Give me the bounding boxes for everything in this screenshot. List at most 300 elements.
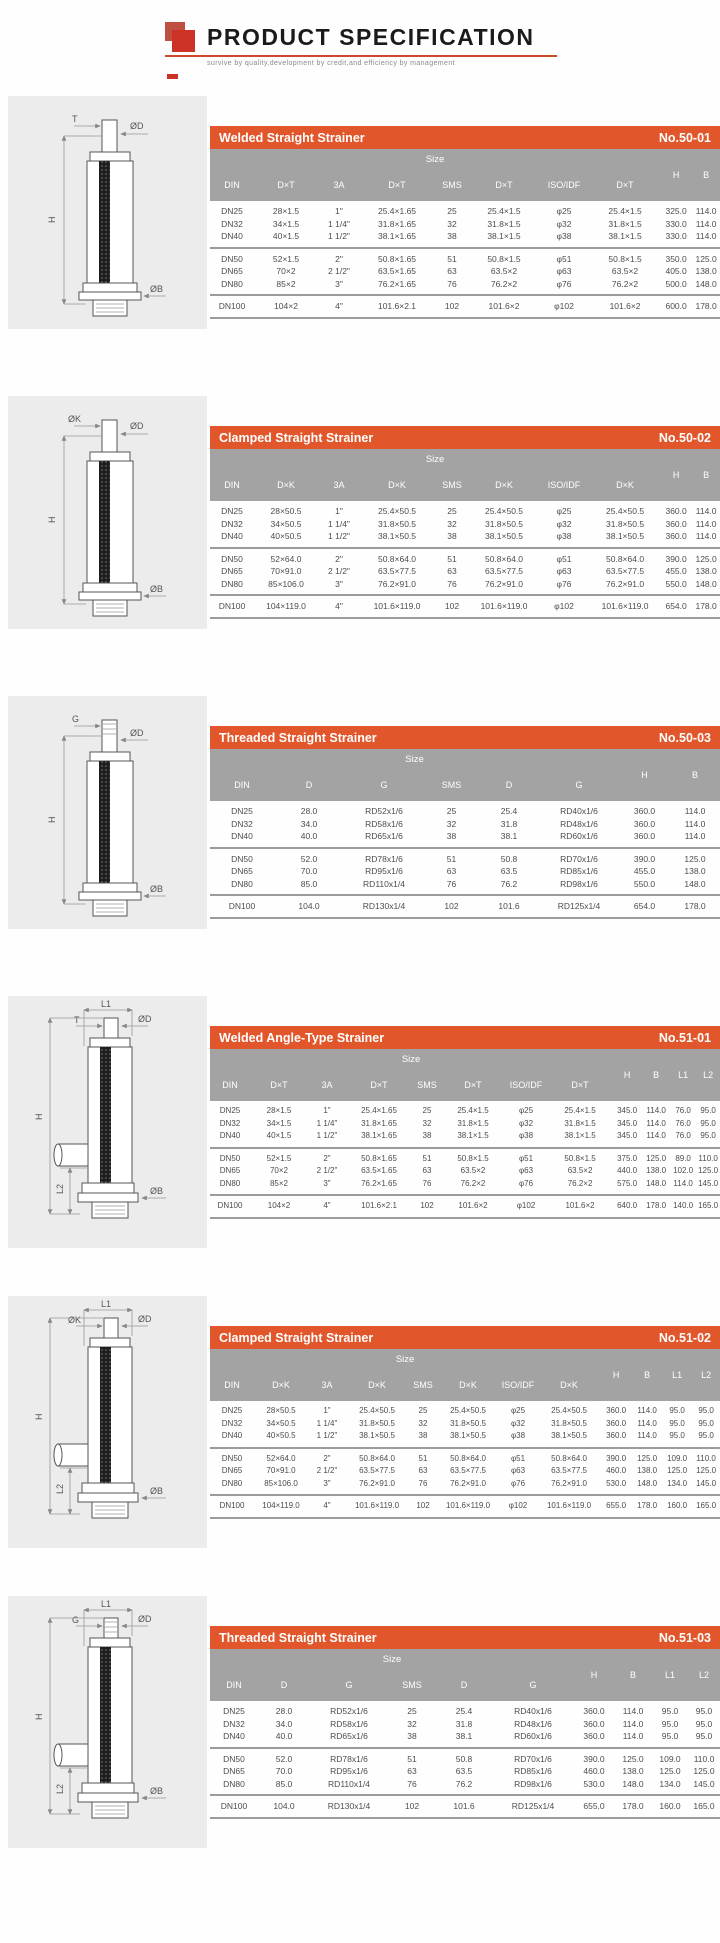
spec-cell: φ38 — [518, 1131, 534, 1140]
column-header: ISO/IDF — [504, 1069, 548, 1101]
size-group-header: Size — [210, 449, 660, 469]
spec-cell: 63.5×77.5 — [359, 1466, 395, 1475]
spec-cell: 114.0 — [695, 231, 717, 241]
section-title-bar — [210, 126, 720, 149]
spec-cell: 63 — [407, 1766, 417, 1776]
spec-cell: DN25 — [223, 1706, 245, 1716]
spec-cell: 50.8×64.0 — [590, 548, 660, 566]
spec-cell: RD95x1/6 — [330, 1766, 368, 1776]
spec-cell: 70×91.0 — [266, 1466, 296, 1475]
column-header: B — [614, 1649, 652, 1701]
spec-cell: 104.0 — [258, 1795, 310, 1818]
spec-cell: 34×1.5 — [272, 218, 300, 229]
table-row — [210, 1118, 720, 1131]
spec-cell: 40.0 — [275, 1731, 293, 1741]
spec-cell: 2" — [308, 1448, 346, 1466]
spec-cell: 38 — [418, 1431, 428, 1440]
dim-label-height: H — [34, 1113, 44, 1120]
dim-label-bottom: ØB — [150, 1486, 164, 1496]
spec-cell: 3" — [323, 1178, 331, 1188]
table-row — [210, 230, 720, 248]
drawing-panel — [8, 96, 207, 329]
column-header: L1 — [662, 1349, 692, 1401]
spec-cell: 50.8×1.5 — [442, 1148, 504, 1166]
spec-cell: 455.0 — [665, 566, 687, 576]
spec-cell: 34.0 — [275, 1718, 293, 1729]
spec-cell: RD110x1/4 — [328, 1778, 370, 1789]
spec-cell: 405.0 — [665, 266, 687, 276]
section-clamped-straight-strainer-2 — [0, 1296, 720, 1596]
spec-cell: 28×50.5 — [266, 1406, 296, 1415]
section-threaded-straight-strainer-2 — [0, 1596, 720, 1896]
spec-cell: 1 1/4" — [316, 1118, 338, 1128]
spec-cell: 101.6×119.0 — [360, 595, 434, 618]
spec-cell: RD125x1/4 — [492, 1795, 574, 1818]
table-row — [210, 1495, 720, 1518]
spec-cell: 76 — [418, 1478, 428, 1488]
spec-cell: 63.5 — [500, 866, 518, 876]
spec-cell: 140.0 — [670, 1195, 696, 1218]
spec-cell: 178.0 — [614, 1795, 652, 1818]
column-header: DIN — [210, 469, 254, 501]
spec-cell: 50.8×64.0 — [360, 548, 434, 566]
spec-cell: 85×106.0 — [268, 578, 304, 589]
spec-cell: 114.0 — [646, 1131, 666, 1140]
spec-cell: 575.0 — [617, 1178, 638, 1188]
dim-label-l2: L2 — [55, 1483, 65, 1494]
spec-cell: RD60x1/6 — [560, 831, 598, 841]
spec-cell: DN80 — [221, 1478, 243, 1488]
brand-tagline: survive by quality,development by credit,and efficiency by management — [207, 60, 455, 67]
column-header: L2 — [688, 1649, 720, 1701]
table-row — [210, 578, 720, 596]
spec-cell: φ51 — [538, 548, 590, 566]
spec-cell: 2" — [318, 548, 360, 566]
spec-cell: 76.2 — [455, 1778, 473, 1789]
spec-cell: 2" — [318, 248, 360, 266]
column-header: H — [612, 1049, 642, 1101]
spec-cell: DN32 — [221, 218, 243, 229]
spec-cell: RD78x1/6 — [310, 1748, 388, 1766]
spec-cell: 440.0 — [617, 1166, 638, 1175]
spec-cell: 76.2×1.65 — [361, 1178, 397, 1188]
spec-cell: 95.0 — [661, 1718, 679, 1729]
table-row — [210, 801, 720, 818]
spec-cell: 63 — [447, 266, 457, 276]
section-title-bar — [210, 1026, 720, 1049]
spec-cell: 52×1.5 — [254, 248, 318, 266]
spec-cell: 2 1/2" — [328, 566, 350, 576]
spec-cell: 63 — [446, 866, 457, 876]
column-header: H — [619, 749, 670, 801]
spec-cell: RD125x1/4 — [539, 895, 619, 918]
spec-cell: RD58x1/6 — [330, 1718, 368, 1729]
column-header: ISO/IDF — [498, 1369, 538, 1401]
column-header: B — [692, 449, 720, 501]
spec-cell: 114.0 — [622, 1718, 644, 1729]
spec-cell: 360.0 — [633, 806, 656, 816]
spec-cell: 32 — [447, 218, 457, 229]
spec-cell: 52.0 — [258, 1748, 310, 1766]
spec-cell: RD130x1/4 — [344, 895, 424, 918]
spec-cell: 530.0 — [606, 1478, 627, 1488]
spec-cell: DN50 — [210, 848, 274, 866]
spec-cell: 360.0 — [583, 1706, 605, 1716]
spec-cell: 114.0 — [695, 531, 717, 541]
dim-label-l2: L2 — [55, 1183, 65, 1194]
spec-cell: 25.4×50.5 — [450, 1406, 486, 1415]
spec-cell: 2 1/2" — [316, 1466, 338, 1475]
spec-cell: 76.2×1.65 — [377, 278, 417, 289]
column-header: D×K — [438, 1369, 498, 1401]
spec-cell: 655.0 — [600, 1495, 632, 1518]
table-row — [210, 1178, 720, 1196]
column-header: D — [479, 769, 539, 801]
spec-cell: RD95x1/6 — [365, 866, 403, 876]
spec-cell: 114.0 — [695, 518, 717, 529]
spec-cell: 25.4×50.5 — [377, 506, 417, 516]
spec-cell: 28×50.5 — [270, 506, 302, 516]
spec-cell: 330.0 — [665, 218, 687, 229]
spec-cell: 25 — [407, 1706, 417, 1716]
table-row — [210, 1195, 720, 1218]
column-header: ISO/IDF — [538, 469, 590, 501]
table-row — [210, 1718, 720, 1731]
spec-cell: 52×64.0 — [254, 1448, 308, 1466]
spec-cell: 76.2×2 — [567, 1178, 593, 1188]
spec-cell: 102 — [408, 1495, 438, 1518]
spec-cell: 102 — [434, 595, 470, 618]
spec-cell: 38.1×1.65 — [361, 1131, 397, 1140]
spec-cell: 25 — [447, 206, 457, 216]
dim-label-l2: L2 — [55, 1783, 65, 1794]
spec-cell: 330.0 — [665, 231, 687, 241]
spec-cell: DN32 — [221, 518, 243, 529]
spec-cell: 95.0 — [661, 1706, 679, 1716]
spec-cell: 25.4×1.65 — [377, 206, 417, 216]
spec-cell: 101.6 — [436, 1795, 492, 1818]
column-header: B — [642, 1049, 670, 1101]
spec-cell: RD58x1/6 — [365, 818, 403, 829]
spec-cell: 102 — [434, 295, 470, 318]
spec-cell: 138.0 — [695, 266, 717, 276]
angle-strainer-drawing — [8, 1596, 207, 1848]
column-header: B — [632, 1349, 662, 1401]
column-header: SMS — [434, 169, 470, 201]
spec-cell: 125.0 — [696, 1466, 717, 1475]
column-header: SMS — [388, 1669, 436, 1701]
spec-cell: 125.0 — [693, 1766, 715, 1776]
spec-cell: 104.0 — [274, 895, 344, 918]
spec-cell: 640.0 — [612, 1195, 642, 1218]
spec-cell: 85×106.0 — [264, 1478, 298, 1488]
spec-cell: DN100 — [210, 1195, 250, 1218]
spec-cell: DN50 — [210, 1448, 254, 1466]
spec-cell: 63.5×2 — [490, 266, 518, 276]
table-row — [210, 1701, 720, 1718]
spec-cell: 50.8×64.0 — [470, 548, 538, 566]
spec-cell: 114.0 — [637, 1406, 657, 1415]
dim-label-top: ØK — [68, 1315, 82, 1325]
spec-cell: 85.0 — [300, 878, 318, 889]
spec-cell: 70.0 — [300, 866, 318, 876]
spec-cell: 95.0 — [700, 1106, 716, 1115]
dim-label-top: T — [74, 1015, 80, 1025]
spec-cell: 600.0 — [660, 295, 692, 318]
title-underline — [165, 55, 557, 57]
spec-cell: RD110x1/4 — [363, 878, 405, 889]
spec-cell: 50.8×1.65 — [346, 1148, 412, 1166]
dim-label-diameter: ØD — [130, 728, 144, 738]
spec-cell: 25.4×1.5 — [487, 206, 521, 216]
spec-block — [210, 1626, 720, 1819]
spec-cell: 95.0 — [669, 1406, 685, 1415]
spec-cell: 101.6×119.0 — [590, 595, 660, 618]
spec-cell: φ25 — [510, 1406, 526, 1415]
column-header: H — [660, 149, 692, 201]
spec-cell: 25 — [418, 1406, 428, 1415]
table-row — [210, 865, 720, 878]
dim-label-diameter: ØD — [138, 1314, 152, 1324]
spec-cell: DN80 — [231, 878, 253, 889]
spec-cell: 1 1/4" — [316, 1418, 338, 1428]
section-title: Welded Angle-Type Strainer — [219, 1030, 385, 1045]
spec-cell: 76.2×2 — [460, 1178, 486, 1188]
spec-cell: 125.0 — [642, 1148, 670, 1166]
spec-cell: 63.5×77.5 — [377, 566, 417, 576]
spec-cell: 104×119.0 — [254, 1495, 308, 1518]
spec-cell: φ63 — [556, 566, 572, 576]
spec-block — [210, 426, 720, 619]
spec-cell: 28×1.5 — [272, 206, 300, 216]
spec-cell: 360.0 — [606, 1418, 627, 1428]
spec-table — [210, 149, 720, 319]
spec-cell: 95.0 — [698, 1418, 714, 1428]
straight-strainer-drawing — [8, 396, 207, 629]
spec-cell: 31.8×1.5 — [457, 1118, 489, 1128]
table-row — [210, 565, 720, 578]
spec-cell: 101.6×119.0 — [470, 595, 538, 618]
spec-cell: 51 — [424, 848, 479, 866]
spec-cell: 76.2×91.0 — [359, 1478, 395, 1488]
spec-cell: 76.2×91.0 — [484, 578, 524, 589]
spec-cell: 52×64.0 — [254, 548, 318, 566]
table-row — [210, 818, 720, 831]
spec-cell: 114.0 — [684, 818, 706, 829]
spec-cell: 178.0 — [632, 1495, 662, 1518]
brand-block — [155, 16, 567, 67]
column-header: SMS — [412, 1069, 442, 1101]
brand-logo-icon — [165, 22, 201, 58]
dim-label-height: H — [47, 216, 57, 223]
spec-cell: 63.5×77.5 — [450, 1466, 486, 1475]
spec-cell: 28.0 — [275, 1706, 293, 1716]
spec-cell: RD60x1/6 — [514, 1731, 552, 1741]
spec-cell: DN40 — [221, 1431, 243, 1440]
spec-cell: 101.6×2.1 — [360, 295, 434, 318]
spec-cell: 390.0 — [660, 548, 692, 566]
spec-cell: 390.0 — [619, 848, 670, 866]
column-header: D×K — [470, 469, 538, 501]
spec-cell: φ32 — [510, 1418, 526, 1428]
drawing-panel — [8, 1296, 207, 1548]
section-title: Welded Straight Strainer — [219, 130, 365, 145]
spec-cell: φ102 — [538, 295, 590, 318]
spec-cell: 2" — [308, 1148, 346, 1166]
spec-cell: 38 — [447, 531, 457, 541]
spec-cell: 31.8×1.5 — [487, 218, 521, 229]
spec-cell: 51 — [388, 1748, 436, 1766]
spec-cell: 148.0 — [646, 1178, 667, 1188]
spec-cell: 76.2×91.0 — [606, 578, 645, 589]
spec-cell: 25.4×50.5 — [359, 1406, 395, 1415]
spec-cell: φ38 — [556, 531, 572, 541]
spec-cell: 32 — [422, 1118, 432, 1128]
spec-cell: 95.0 — [661, 1731, 679, 1741]
spec-cell: 76.2×91.0 — [377, 578, 417, 589]
table-row — [210, 548, 720, 566]
dim-label-l1: L1 — [101, 1599, 112, 1609]
section-number: No.50-02 — [658, 430, 711, 445]
spec-cell: 114.0 — [637, 1418, 657, 1428]
spec-cell: 114.0 — [695, 506, 717, 516]
table-row — [210, 1418, 720, 1431]
spec-cell: φ51 — [504, 1148, 548, 1166]
column-header: ISO/IDF — [538, 169, 590, 201]
column-header: D×K — [590, 469, 660, 501]
spec-cell: 125.0 — [692, 548, 720, 566]
size-group-header: Size — [210, 1349, 600, 1369]
column-header: B — [692, 149, 720, 201]
spec-cell: 360.0 — [665, 518, 687, 529]
spec-cell: 32 — [407, 1718, 417, 1729]
spec-cell: DN65 — [221, 1466, 243, 1475]
spec-cell: 34.0 — [300, 818, 318, 829]
spec-cell: 25.4×1.5 — [608, 206, 642, 216]
spec-cell: DN100 — [210, 1495, 254, 1518]
spec-cell: RD70x1/6 — [539, 848, 619, 866]
spec-cell: 52.0 — [274, 848, 344, 866]
spec-cell: DN40 — [223, 1731, 245, 1741]
column-header: B — [670, 749, 720, 801]
column-header: H — [600, 1349, 632, 1401]
spec-cell: DN50 — [210, 1748, 258, 1766]
column-header: D×T — [470, 169, 538, 201]
spec-cell: 148.0 — [684, 878, 706, 889]
spec-cell: 110.0 — [688, 1748, 720, 1766]
spec-cell: 25.4 — [455, 1706, 473, 1716]
spec-cell: 145.0 — [696, 1478, 717, 1488]
spec-cell: 125.0 — [614, 1748, 652, 1766]
spec-cell: 50.8×1.5 — [470, 248, 538, 266]
spec-cell: 28×1.5 — [266, 1106, 292, 1115]
spec-cell: 34×1.5 — [266, 1118, 292, 1128]
spec-block — [210, 726, 720, 919]
spec-cell: DN32 — [221, 1418, 243, 1428]
spec-cell: 460.0 — [606, 1466, 627, 1475]
spec-cell: 76 — [446, 878, 457, 889]
spec-cell: DN40 — [219, 1131, 241, 1140]
dim-label-diameter: ØD — [138, 1014, 152, 1024]
spec-cell: 34×50.5 — [270, 518, 302, 529]
section-number: No.50-03 — [658, 730, 711, 745]
spec-cell: 25.4×1.5 — [564, 1106, 596, 1115]
spec-cell: φ32 — [556, 518, 572, 529]
spec-cell: RD40x1/6 — [560, 806, 598, 816]
column-header: L1 — [652, 1649, 688, 1701]
drawing-panel — [8, 396, 207, 629]
spec-cell: 38.1×1.5 — [608, 231, 642, 241]
spec-cell: DN50 — [210, 248, 254, 266]
spec-cell: 102 — [388, 1795, 436, 1818]
column-header: D×T — [360, 169, 434, 201]
spec-cell: 4" — [308, 1495, 346, 1518]
spec-cell: 114.0 — [622, 1731, 644, 1741]
spec-cell: DN25 — [219, 1106, 241, 1115]
spec-cell: φ76 — [556, 278, 572, 289]
spec-cell: RD65x1/6 — [330, 1731, 368, 1741]
table-row — [210, 201, 720, 218]
spec-cell: 95.0 — [695, 1706, 713, 1716]
spec-cell: 85×2 — [276, 278, 296, 289]
spec-cell: 125.0 — [667, 1466, 688, 1475]
section-number: No.51-03 — [658, 1630, 711, 1645]
table-row — [210, 295, 720, 318]
spec-cell: 110.0 — [696, 1148, 720, 1166]
spec-cell: 138.0 — [646, 1166, 667, 1175]
spec-cell: 31.8 — [500, 818, 518, 829]
spec-cell: 360.0 — [665, 531, 687, 541]
spec-cell: 101.6 — [479, 895, 539, 918]
spec-cell: φ32 — [518, 1118, 534, 1128]
spec-cell: φ63 — [518, 1166, 534, 1175]
spec-cell: RD52x1/6 — [365, 806, 403, 816]
size-group-header: Size — [210, 1049, 612, 1069]
table-row — [210, 1401, 720, 1418]
drawing-panel — [8, 996, 207, 1248]
spec-cell: RD52x1/6 — [330, 1706, 368, 1716]
column-header: D×T — [254, 169, 318, 201]
spec-block — [210, 1026, 720, 1219]
spec-cell: 125.0 — [670, 848, 720, 866]
drawing-panel — [8, 1596, 207, 1848]
spec-cell: 89.0 — [670, 1148, 696, 1166]
table-row — [210, 1165, 720, 1178]
spec-cell: 104×2 — [250, 1195, 308, 1218]
spec-cell: 1 1/2" — [316, 1131, 338, 1140]
spec-cell: 1" — [323, 1106, 331, 1115]
spec-cell: φ32 — [556, 218, 572, 229]
spec-cell: 31.8×50.5 — [450, 1418, 486, 1428]
spec-cell: 1" — [335, 506, 343, 516]
spec-cell: DN80 — [221, 278, 243, 289]
spec-cell: 360.0 — [606, 1406, 627, 1415]
spec-cell: 51 — [408, 1448, 438, 1466]
spec-cell: 101.6×2 — [548, 1195, 612, 1218]
spec-cell: 3" — [335, 578, 343, 589]
section-title: Threaded Straight Strainer — [219, 730, 377, 745]
table-row — [210, 530, 720, 548]
spec-cell: DN80 — [221, 578, 243, 589]
spec-cell: 38.1×50.5 — [359, 1431, 395, 1440]
dim-label-bottom: ØB — [150, 884, 164, 894]
spec-cell: RD98x1/6 — [560, 878, 598, 889]
spec-cell: φ25 — [556, 206, 572, 216]
spec-cell: 109.0 — [652, 1748, 688, 1766]
spec-cell: 114.0 — [646, 1118, 666, 1128]
spec-cell: 138.0 — [684, 866, 706, 876]
spec-cell: 63.5×2 — [460, 1166, 486, 1175]
